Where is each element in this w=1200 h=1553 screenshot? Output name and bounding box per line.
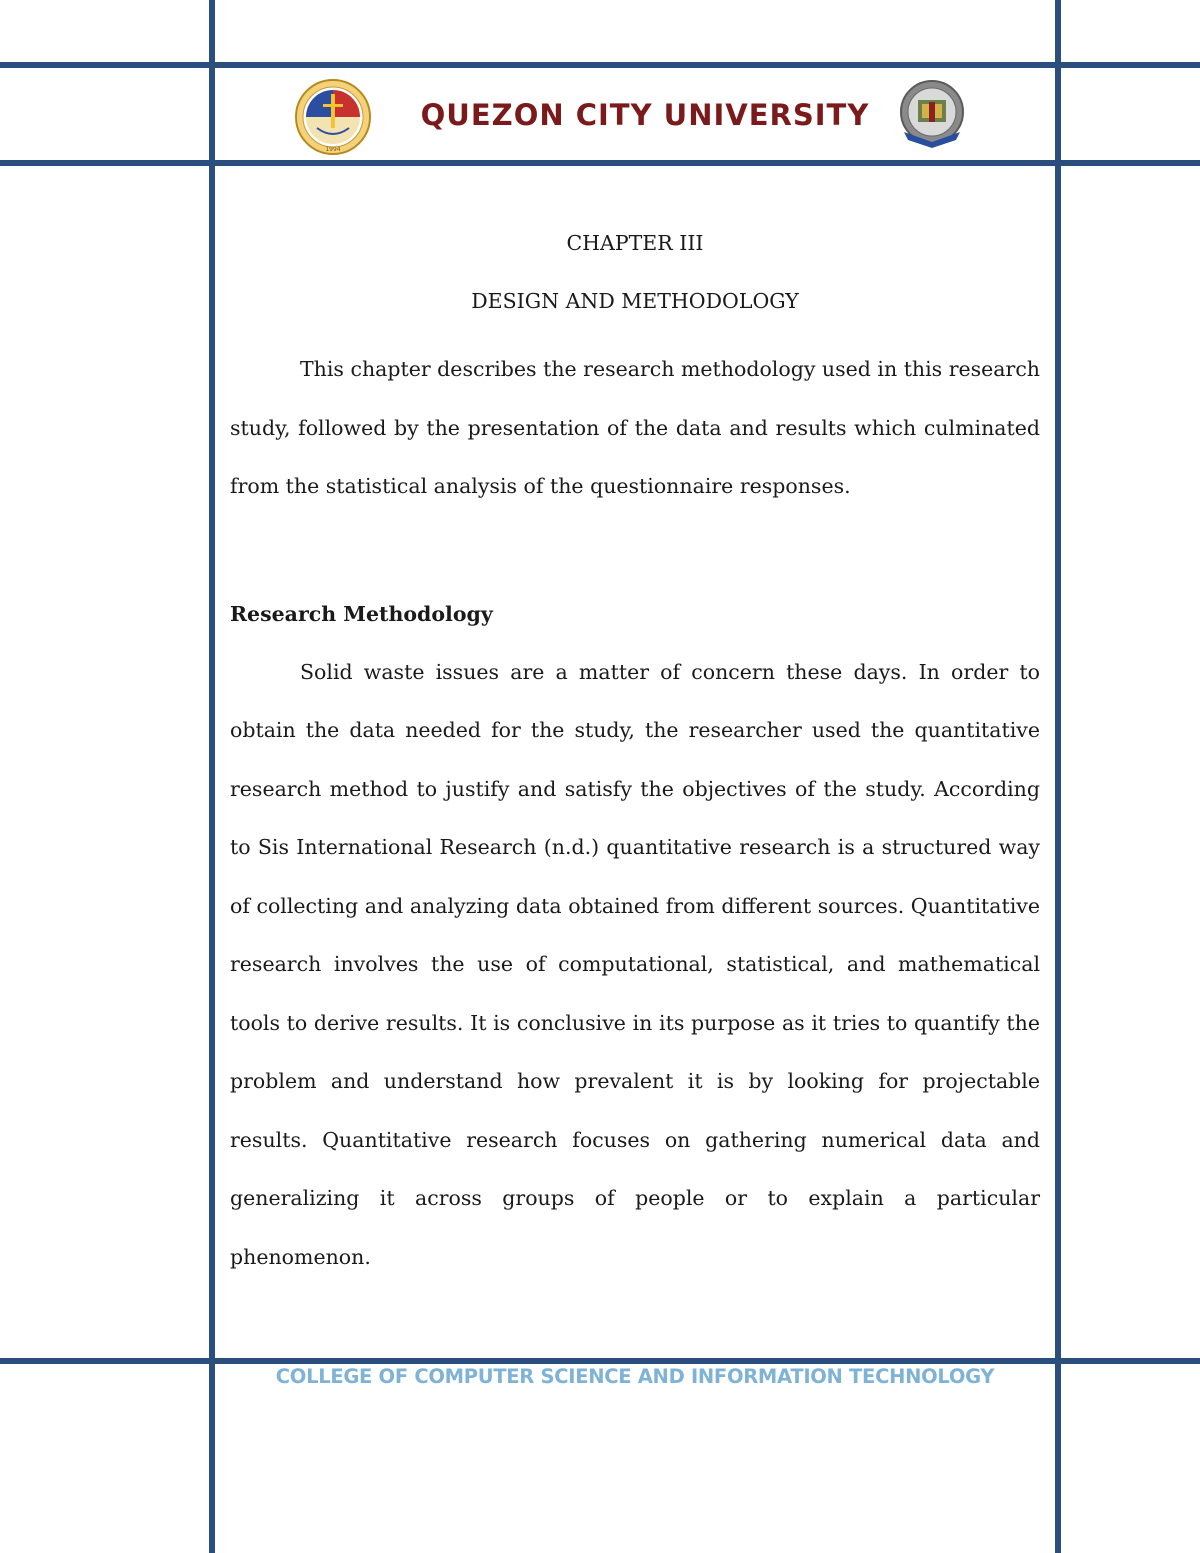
header-bottom-rule	[0, 160, 1200, 166]
page-header	[215, 68, 1055, 160]
chapter-title: DESIGN AND METHODOLOGY	[471, 289, 799, 313]
section-heading: Research Methodology	[230, 601, 493, 626]
seal-year-text: 1994	[325, 146, 341, 153]
methodology-paragraph: Solid waste issues are a matter of concern these days. In order to obtain the data needed for the study, the researcher used the quantitative research method to justify and satisfy the objectives of the study. According to Sis International Research (n.d.) quantitative research is a structured way of collecting and analyzing data obtained from different sources. Quantitative research involves the use of computational, statistical, and mathematical tools to derive results. It is conclusive in its purpose as it tries to quantify the problem and understand how prevalent it is by looking for projectable results. Quantitative research focuses on gathering numerical data and generalizing it across groups of people or to explain a particular phenomenon.	[230, 659, 1040, 1269]
university-seal-icon	[293, 78, 373, 156]
college-seal-icon	[898, 80, 966, 150]
right-border-rule	[1055, 0, 1061, 1553]
intro-paragraph: This chapter describes the research methodology used in this research study, followed by the presentation of the data and results which culminated from the statistical analysis of the questionnaire responses.	[230, 357, 1041, 498]
university-name: QUEZON CITY UNIVERSITY	[420, 98, 870, 132]
section-spacer	[230, 516, 1040, 585]
left-border-rule	[209, 0, 215, 1553]
document-body	[230, 222, 1040, 1286]
college-name-footer: COLLEGE OF COMPUTER SCIENCE AND INFORMATION TECHNOLOGY	[275, 1365, 995, 1388]
footer-top-rule	[0, 1358, 1200, 1364]
chapter-number: CHAPTER III	[566, 231, 704, 255]
